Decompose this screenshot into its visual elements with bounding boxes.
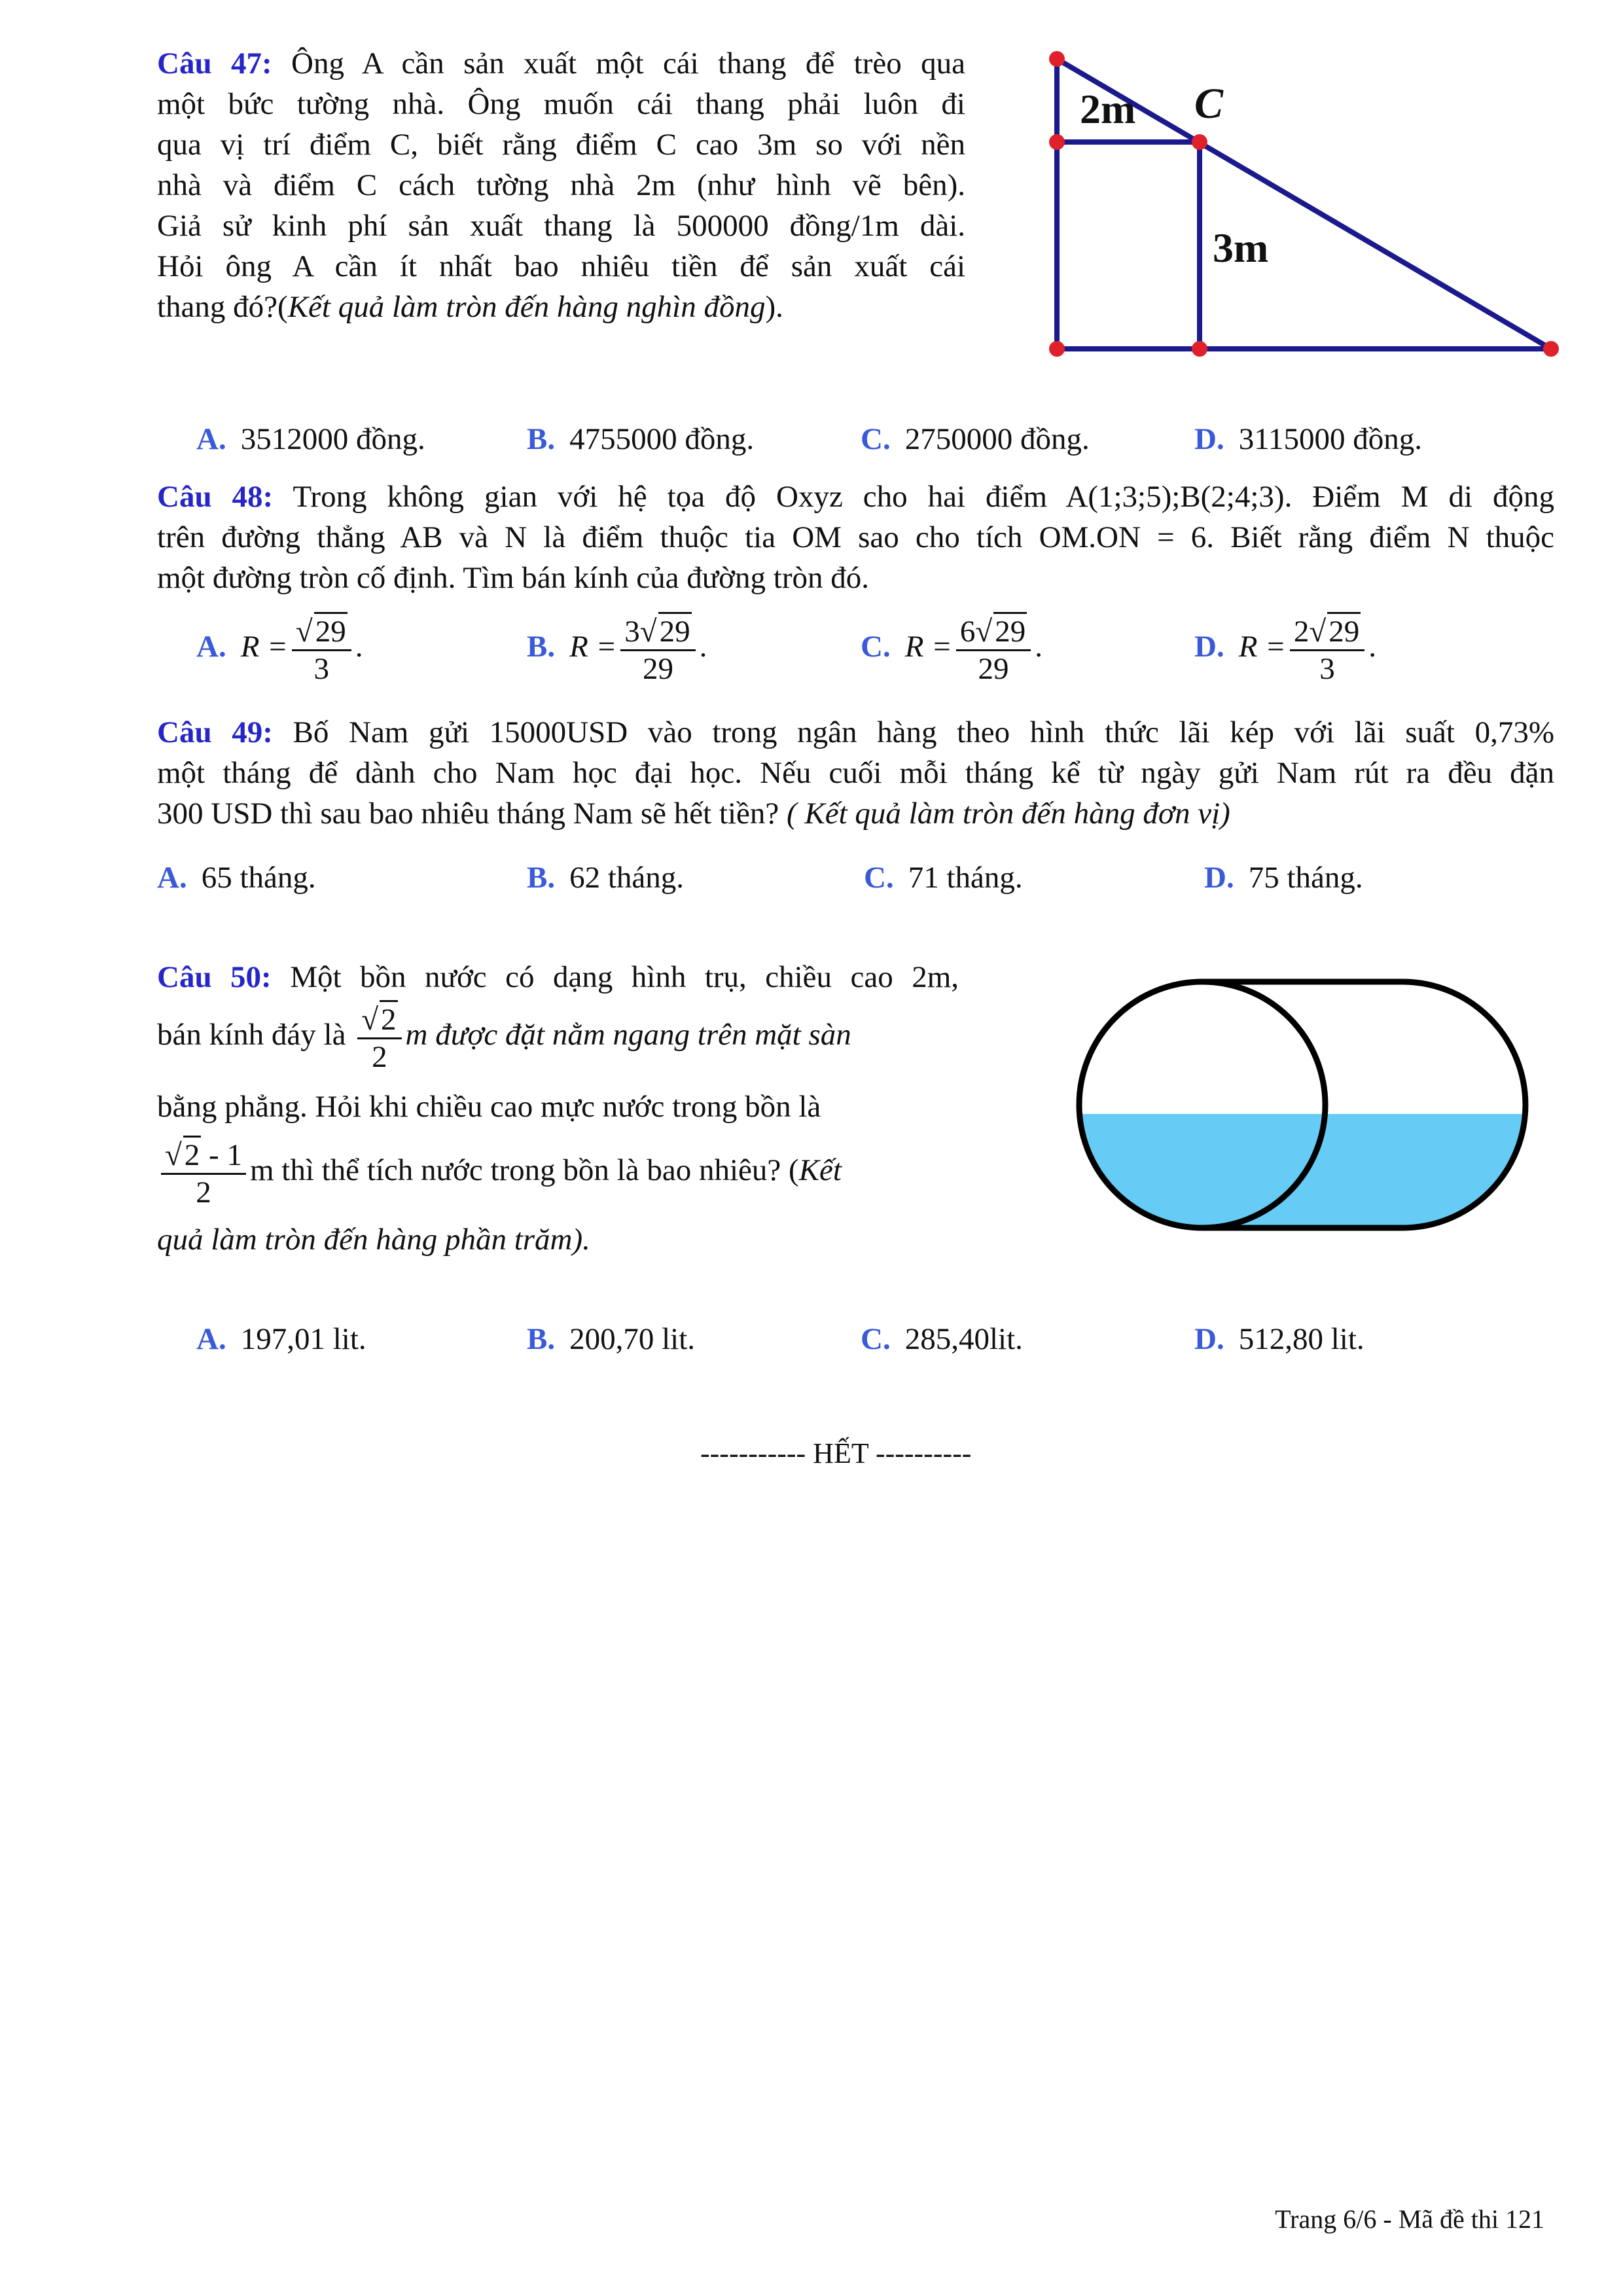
q48-option-b[interactable]: B. R = $\frac{3√29}{29}$ . bbox=[527, 612, 707, 687]
q48-label: Câu 48: bbox=[157, 480, 274, 514]
q50-option-d[interactable]: D. 512,80 lit. bbox=[1194, 1322, 1364, 1356]
point-top bbox=[1049, 51, 1065, 67]
q47-option-b[interactable]: B. 4755000 đồng. bbox=[527, 422, 755, 456]
q50-line-3: bằng phẳng. Hỏi khi chiều cao mực nước trong bồn là bbox=[157, 1090, 821, 1124]
q48-option-c[interactable]: C. R = $\frac{6√29}{29}$ . bbox=[861, 612, 1043, 687]
q47-line-3: qua vị trí điểm C, biết rằng điểm C cao 3m so với nền bbox=[157, 128, 965, 162]
q47-option-c[interactable]: C. 2750000 đồng. bbox=[861, 422, 1090, 456]
point-wall-base bbox=[1049, 341, 1065, 357]
label-3m: 3m bbox=[1213, 224, 1269, 271]
q50-line-5: quả làm tròn đến hàng phần trăm). bbox=[157, 1223, 590, 1257]
point-wall-mid bbox=[1049, 134, 1065, 150]
q47-line-5: Giả sử kinh phí sản xuất thang là 500000 đồng/1m dài. bbox=[157, 209, 965, 243]
q47-line-7: thang đó?(Kết quả làm tròn đến hàng nghìn đồng). bbox=[157, 290, 783, 324]
q50-line-1: Câu 50: Một bồn nước có dạng hình trụ, chiều cao 2m, bbox=[157, 960, 959, 994]
q49-option-b[interactable]: B. 62 tháng. bbox=[527, 861, 685, 895]
q49-option-d[interactable]: D. 75 tháng. bbox=[1204, 861, 1363, 895]
ladder-figure bbox=[1034, 46, 1571, 367]
q49-line-3: 300 USD thì sau bao nhiêu tháng Nam sẽ hết tiền? ( Kết quả làm tròn đến hàng đơn vị) bbox=[157, 797, 1230, 831]
q50-line-2: bán kính đáy là $\frac{√2}{2}$ m được đặt nằm ngang trên mặt sàn bbox=[157, 1000, 851, 1075]
q49-option-c[interactable]: C. 71 tháng. bbox=[864, 861, 1023, 895]
end-mark: ----------- HẾT ---------- bbox=[700, 1437, 972, 1469]
q50-option-b[interactable]: B. 200,70 lit. bbox=[527, 1322, 696, 1356]
q47-line-1: Câu 47: Ông A cần sản xuất một cái thang để trèo qua bbox=[157, 46, 965, 81]
q50-line-4: $\frac{√2 - 1}{2}$ m thì thể tích nước trong bồn là bao nhiêu? (Kết bbox=[157, 1136, 842, 1210]
q50-option-c[interactable]: C. 285,40lit. bbox=[861, 1322, 1023, 1356]
q49-line-2: một tháng để dành cho Nam học đại học. Nếu cuối mỗi tháng kể từ ngày gửi Nam rút ra đều đặn bbox=[157, 756, 1554, 790]
q47-option-a[interactable]: A. 3512000 đồng. bbox=[196, 422, 425, 456]
label-2m: 2m bbox=[1080, 86, 1136, 132]
q49-line-1: Câu 49: Bố Nam gửi 15000USD vào trong ngân hàng theo hình thức lãi kép với lãi suất 0,73% bbox=[157, 715, 1555, 749]
q50-label: Câu 50: bbox=[157, 960, 272, 994]
q48-line-3: một đường tròn cố định. Tìm bán kính của đường tròn đó. bbox=[157, 561, 869, 595]
point-c-foot bbox=[1192, 341, 1207, 357]
q47-label: Câu 47: bbox=[157, 46, 272, 81]
q50-option-a[interactable]: A. 197,01 lit. bbox=[196, 1322, 366, 1356]
q47-option-d[interactable]: D. 3115000 đồng. bbox=[1194, 422, 1422, 456]
q48-option-a[interactable]: A. R = $\frac{√29}{3}$ . bbox=[196, 612, 363, 687]
point-c bbox=[1192, 134, 1207, 150]
q49-option-a[interactable]: A. 65 tháng. bbox=[157, 861, 316, 895]
page-footer: Trang 6/6 - Mã đề thi 121 bbox=[1275, 2204, 1544, 2234]
label-c: C bbox=[1194, 80, 1224, 128]
q47-line-6: Hỏi ông A cần ít nhất bao nhiêu tiền để sản xuất cái bbox=[157, 249, 965, 283]
q48-line-2: trên đường thẳng AB và N là điểm thuộc tia OM sao cho tích OM.ON = 6. Biết rằng điểm N thuộc bbox=[157, 520, 1554, 554]
q48-line-1: Câu 48: Trong không gian với hệ tọa độ Oxyz cho hai điểm A(1;3;5);B(2;4;3). Điểm M di động bbox=[157, 480, 1555, 514]
q48-option-d[interactable]: D. R = $\frac{2√29}{3}$ . bbox=[1194, 612, 1376, 687]
tank-figure bbox=[1073, 975, 1531, 1237]
q47-line-4: nhà và điểm C cách tường nhà 2m (như hình vẽ bên). bbox=[157, 168, 965, 202]
point-ladder-foot bbox=[1543, 341, 1559, 357]
q49-label: Câu 49: bbox=[157, 715, 273, 749]
q47-line-2: một bức tường nhà. Ông muốn cái thang phải luôn đi bbox=[157, 87, 965, 121]
